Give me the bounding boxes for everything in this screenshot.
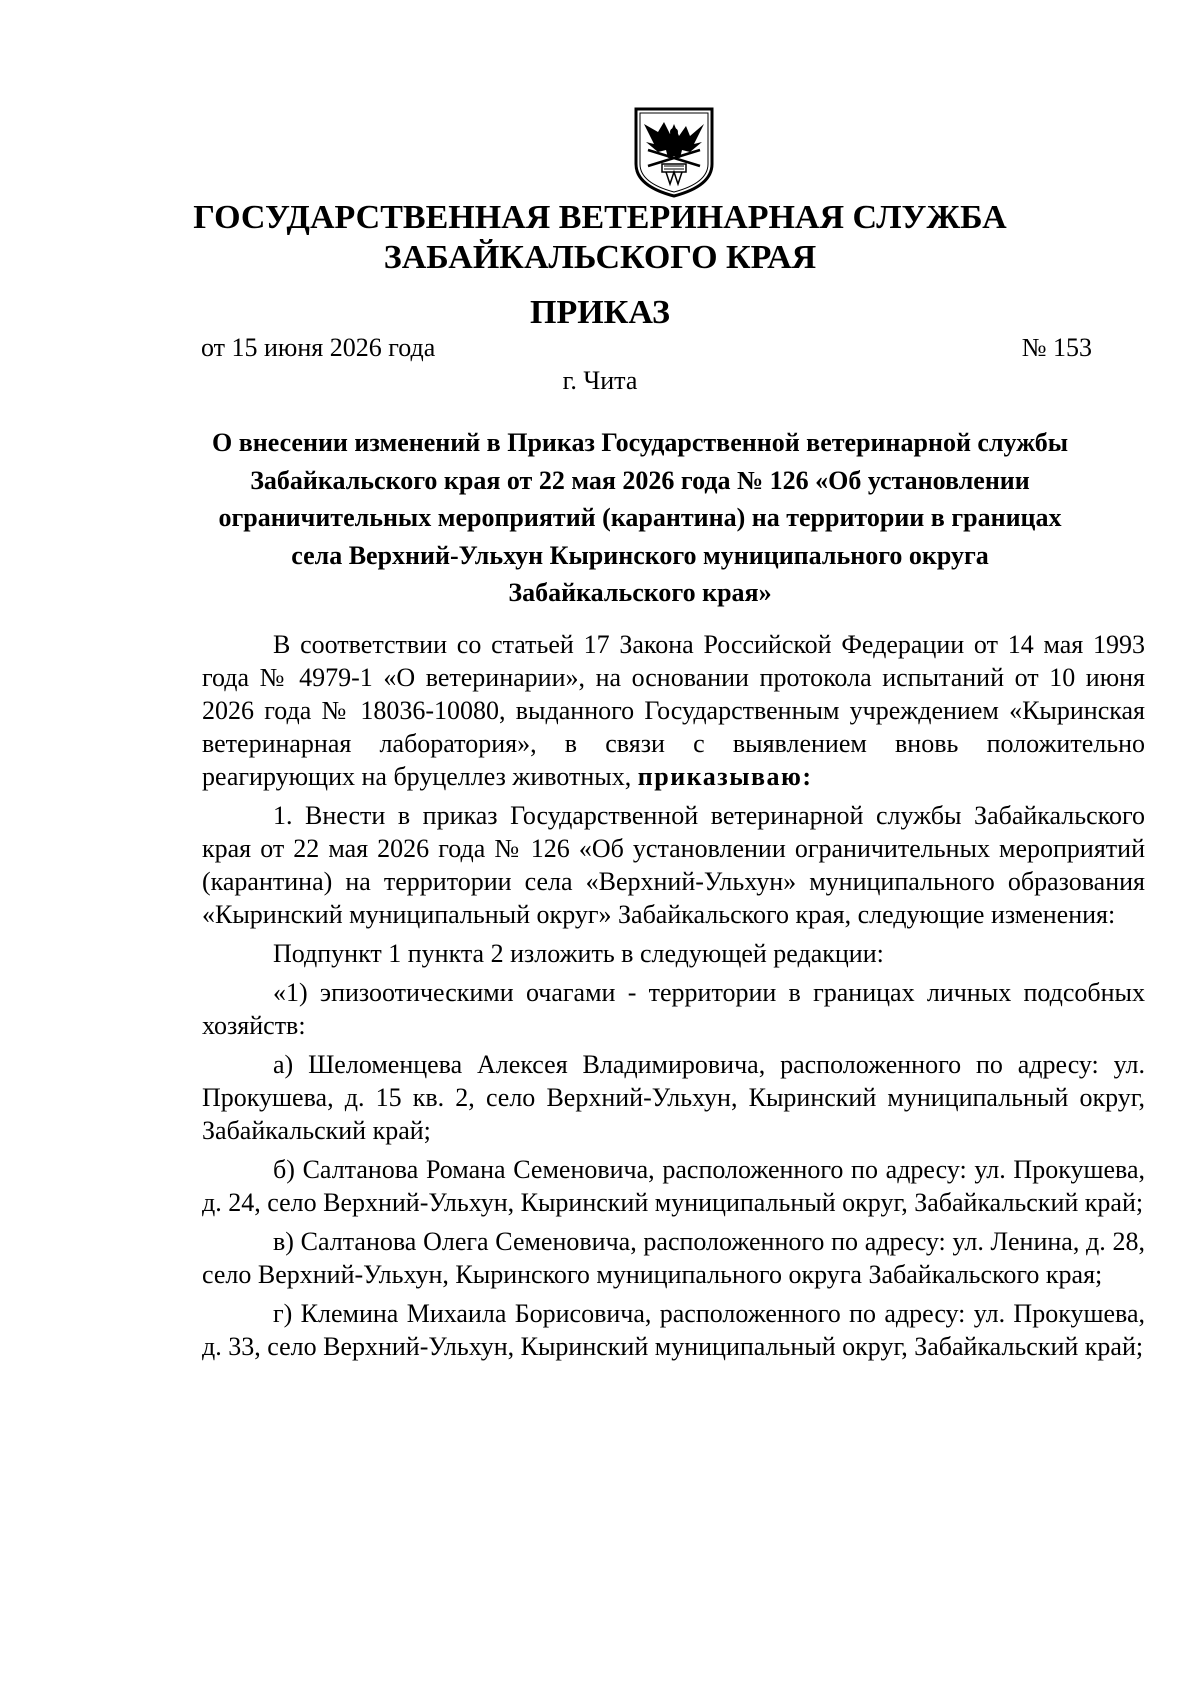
subject-line: Забайкальского края» [508,578,772,607]
item-1-paragraph: 1. Внести в приказ Государственной ветеринарной службы Забайкальского края от 22 мая 2026 года № 126 «Об установлении ограничительных мероприятий (карантина) на территории села «Верхний-Ульхун» муниципального образования «Кыринский муниципальный округ» Забайкальского края, следующие изменения: [202,801,1145,929]
quote-intro-paragraph: «1) эпизоотическими очагами - территории в границах личных подсобных хозяйств: [202,978,1145,1040]
subject-line: Забайкальского края от 22 мая 2026 года № 126 «Об установлении [250,465,1030,495]
list-item-v: в) Салтанова Олега Семеновича, расположенного по адресу: ул. Ленина, д. 28, село Верхний-Ульхун, Кыринского муниципального округа Забайкальского края; [202,1227,1145,1289]
document-type-title: ПРИКАЗ [530,294,670,331]
organization-line-2: ЗАБАЙКАЛЬСКОГО КРАЯ [383,239,817,276]
organization-name [0,198,1200,278]
subject-line: О внесении изменений в Приказ Государственной ветеринарной службы [211,428,1069,457]
order-number: № 153 [1021,333,1092,362]
list-item-a: а) Шеломенцева Алексея Владимировича, расположенного по адресу: ул. Прокушева, д. 15 кв. 2, село Верхний-Ульхун, Кыринский муниципальный округ, Забайкальский край; [202,1050,1145,1145]
subject-line: села Верхний-Ульхун Кыринского муниципального округа [291,540,989,570]
organization-line-1: ГОСУДАРСТВЕННАЯ ВЕТЕРИНАРНАЯ СЛУЖБА [193,199,1007,236]
subpoint-intro-paragraph: Подпункт 1 пункта 2 изложить в следующей редакции: [273,939,884,968]
preamble-text: В соответствии со статьей 17 Закона Российской Федерации от 14 мая 1993 года № 4979-1 «О ветеринарии», на основании протокола испытаний от 10 июня 2026 года № 18036-10080, выданного Государственным учреждением «Кыринская ветеринарная лаборатория», в связи с выявлением вновь положительно реагирующих на бруцеллез животных, [202,630,1145,791]
coat-of-arms-icon [632,106,716,198]
order-date: от 15 июня 2026 года [201,333,436,362]
list-item-g: г) Клемина Михаила Борисовича, расположенного по адресу: ул. Прокушева, д. 33, село Верхний-Ульхун, Кыринский муниципальный округ, Забайкальский край; [202,1299,1145,1361]
preamble-paragraph [202,628,1145,793]
subject-line: ограничительных мероприятий (карантина) на территории в границах [218,503,1062,532]
order-subject [150,424,1130,612]
list-item-b: б) Салтанова Романа Семеновича, расположенного по адресу: ул. Прокушева, д. 24, село Верхний-Ульхун, Кыринский муниципальный округ, Забайкальский край; [202,1155,1145,1217]
order-body [202,628,1145,1363]
order-keyword: приказываю: [637,762,813,791]
order-city: г. Чита [562,366,638,395]
